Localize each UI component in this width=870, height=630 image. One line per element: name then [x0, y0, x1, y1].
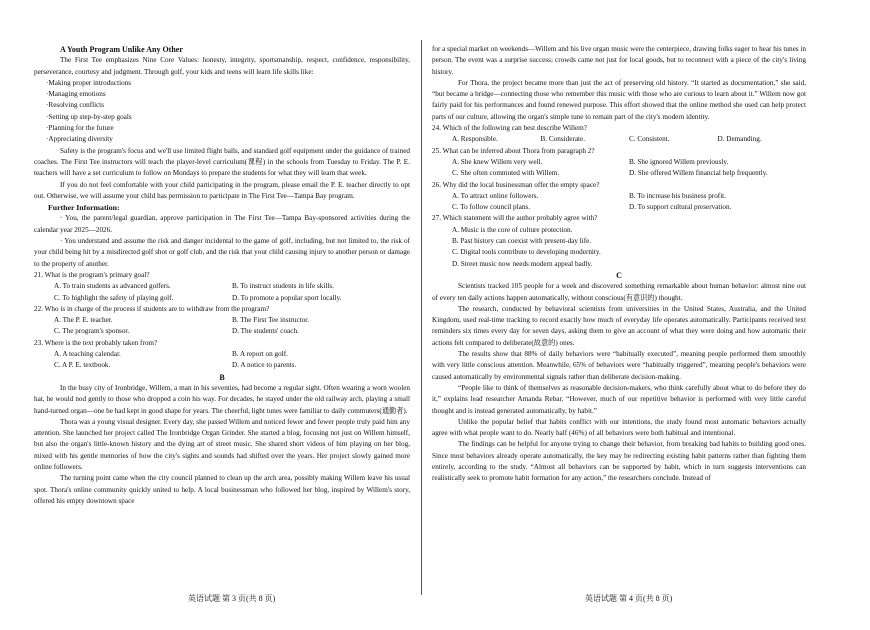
question-26: 26. Why did the local businessman offer the empty space? [432, 180, 600, 189]
right-column [432, 44, 806, 485]
option: C. A P. E. textbook. [54, 361, 111, 370]
page-footer-right: 英语试题 第 4 页(共 8 页) [585, 594, 673, 603]
page-footer-left: 英语试题 第 3 页(共 8 页) [188, 594, 276, 603]
list-item: · Making proper introductions [34, 78, 410, 89]
options-row [432, 168, 806, 179]
list-item: · Planning for the future [34, 123, 410, 134]
paragraph: If you do not feel comfortable with your child participating in the program, please email the P. E. teacher directly to opt out. Otherwise, we will assume your child has permission to participate in The First Tee—Tampa Bay program. [34, 180, 410, 200]
option: A. To attract online followers. [452, 191, 539, 200]
passage-a-title: A Youth Program Unlike Any Other [60, 45, 183, 54]
option: C. The program's sponsor. [54, 327, 130, 336]
option: C. To highlight the safety of playing golf. [54, 293, 174, 302]
options-row [34, 349, 410, 360]
options-row [432, 202, 806, 213]
option: A. Responsible. [452, 135, 498, 144]
option: B. To increase his business profit. [629, 191, 726, 200]
further-info-heading: Further Information: [48, 203, 120, 213]
option: C. Digital tools contribute to developing modernity. [452, 248, 601, 257]
options-row [432, 134, 806, 145]
option: A. To train students as advanced golfers. [54, 282, 171, 291]
question-21: 21. What is the program's primary goal? [34, 270, 150, 279]
options-row [34, 315, 410, 326]
paragraph: for a special market on weekends—Willem and his live organ music were the centerpiece, drawing folks eager to hear his tunes in person. The event was a surprise success; crowds came not just for local goods, but to reconnect with a piece of the city's living history. [432, 45, 806, 76]
paragraph: The results show that 88% of daily behaviors were “habitually executed”, meaning people performed them smoothly with very little conscious attention. Meanwhile, 65% of behaviors were “habitually triggered”, meaning people's behaviors were caused automatically by environmental signals rather than deliberate decision-making. [432, 350, 806, 381]
list-item: · Managing emotions [34, 89, 410, 100]
option: D. She offered Willem financial help frequently. [629, 169, 768, 178]
paragraph: Safety is the program's focus and we'll use limited flight balls, and standard golf equipment under the guidance of trained coaches. The First Tee instructors will teach the player-level curriculum(课程) in the schools from Tuesday to Friday. The P. E. teachers will have a set curriculum to follow on Mondays to prepare the students for what they will learn that week. [34, 146, 410, 178]
option: B. A report on golf. [232, 350, 288, 359]
paragraph: · You understand and assume the risk and danger incidental to the game of golf, including, but not limited to, the risk of your child being hit by a misdirected golf shot or golf club, and the risk that your child causing injury to another person or damage to the property of another. [34, 237, 410, 268]
option: B. To instruct students in life skills. [232, 282, 334, 291]
question-22: 22. Who is in charge of the process if students are to withdraw from the program? [34, 304, 270, 313]
list-item: · Setting up step-by-step goals [34, 112, 410, 123]
options-row [34, 360, 410, 371]
paragraph: “People like to think of themselves as reasonable decision-makers, who think carefully about what to do before they do it,” explains lead researcher Amanda Rebar. “However, much of our repetitive behavior is performed with very little careful thought and is instead generated automatically, by habit.” [432, 383, 806, 415]
options-row [34, 326, 410, 337]
option: B. She ignored Willem previously. [629, 157, 729, 166]
column-divider [421, 40, 422, 595]
paragraph: · You, the parent/legal guardian, approve participation in The First Tee—Tampa Bay-sponsored activities during the calendar year 2025—2026. [34, 214, 410, 234]
skills-list [34, 78, 410, 146]
option: A. The P. E. teacher. [54, 316, 113, 325]
section-c-heading: C [616, 270, 622, 280]
option: D. A notice to parents. [232, 361, 297, 370]
paragraph: The turning point came when the city council planned to clean up the arch area, possibly making Willem leave his usual spot. Thora's online community quickly united to help. A local businessman who followed her blog, inspired by Willem's story, offered his empty downtown space [34, 474, 410, 505]
option: C. She often commuted with Willem. [452, 169, 560, 178]
left-column [34, 44, 410, 507]
option: C. Consistent. [629, 135, 670, 144]
question-24: 24. Which of the following can best describe Willem? [432, 124, 587, 133]
option: A. A teaching calendar. [54, 350, 121, 359]
paragraph: Scientists tracked 105 people for a week and discovered something remarkable about human behavior: almost nine out of every ten daily actions happen automatically, without conscious(有意识的) thought. [432, 282, 806, 302]
paragraph: Thora was a young visual designer. Every day, she passed Willem and noticed fewer and fewer people truly paid him any attention. She launched her project called The Ironbridge Organ Grinder. She started a blog, focusing not just on Willem himself, but also the organ's little-known history and the dying art of street music. She shared short videos of him playing on her blog, mixed with his gentle memories of how the city's sights and sounds had shifted over the years. Her project slowly gained more online followers. [34, 417, 410, 471]
passage-a-intro: The First Tee emphasizes Nine Core Values: honesty, integrity, sportsmanship, respect, confidence, responsibility, perseverance, courtesy and judgment. Through golf, your kids and teens will learn life skills like: [34, 56, 410, 76]
options-row [432, 157, 806, 168]
list-item: · Resolving conflicts [34, 100, 410, 111]
question-23: 23. Where is the text probably taken from? [34, 338, 158, 347]
paragraph: The findings can be helpful for anyone trying to change their behavior, from breaking bad habits to building good ones. Since most behaviors already operate automatically, the key may be redirecting existing habit patterns rather than fighting them entirely, according to the study. “Almost all behaviors can be supported by habit, which in turn suggests interventions can realistically seek to promote habit formation for any action,” the researchers conclude. Instead of [432, 440, 806, 483]
option: B. Considerate. [540, 135, 586, 144]
list-item: · Appreciating diversity [34, 134, 410, 145]
paragraph: Unlike the popular belief that habits conflict with our intentions, the study found most automatic behaviors actually agree with what people want to do. Nearly half (46%) of all behaviors were both habitual and intentional. [432, 417, 806, 438]
question-27: 27. Which statement will the author probably agree with? [432, 214, 598, 223]
option: B. The First Tee instructor. [232, 316, 310, 325]
option: A. Music is the core of culture protection. [452, 225, 573, 234]
options-row [432, 191, 806, 202]
option: D. To support cultural preservation. [629, 203, 732, 212]
paragraph: For Thora, the project became more than just the act of preserving old history. “It started as documentation,” she said, “but became a bridge—connecting those who remember this music with those who are curious to learn about it.” Willem now got fairly paid for his performances and found renewed purpose. This effort showed that the online method she used can help protect parts of our culture, allowing the organ's simple tune to remain part of the city's modern identity. [432, 78, 806, 121]
paragraph: The research, conducted by behavioral scientists from universities in the United States, Australia, and the United Kingdom, used real-time tracking to record exactly how much of everyday life operates automatically. Participants received text reminders six times every day for seven days, asking them to give an account of what they were doing and how automatic their actions felt compared to deliberate(故意的) ones. [432, 304, 806, 347]
options-row [34, 293, 410, 304]
option: D. The students' coach. [232, 327, 299, 336]
option: D. Street music now needs modern appeal badly. [452, 259, 593, 268]
options-row [34, 281, 410, 292]
option: D. To promote a popular sport locally. [232, 293, 342, 302]
section-b-heading: B [219, 372, 225, 382]
option: C. To follow council plans. [452, 203, 531, 212]
paragraph: In the busy city of Ironbridge, Willem, a man in his seventies, had become a regular sight. Often wearing a worn woolen hat, he would nod gently to those who dropped a coin his way. For decades, he stayed under the old railway arch, playing a small hand-turned organ—one he had kept in good shape for years. The cheerful, light tunes were familiar to daily commuters(通勤者). [34, 383, 410, 415]
option: D. Demanding. [717, 135, 762, 144]
question-25: 25. What can be inferred about Thora from paragraph 2? [432, 146, 595, 155]
option: A. She knew Willem very well. [452, 157, 543, 166]
option: B. Past history can coexist with present-day life. [452, 237, 592, 246]
